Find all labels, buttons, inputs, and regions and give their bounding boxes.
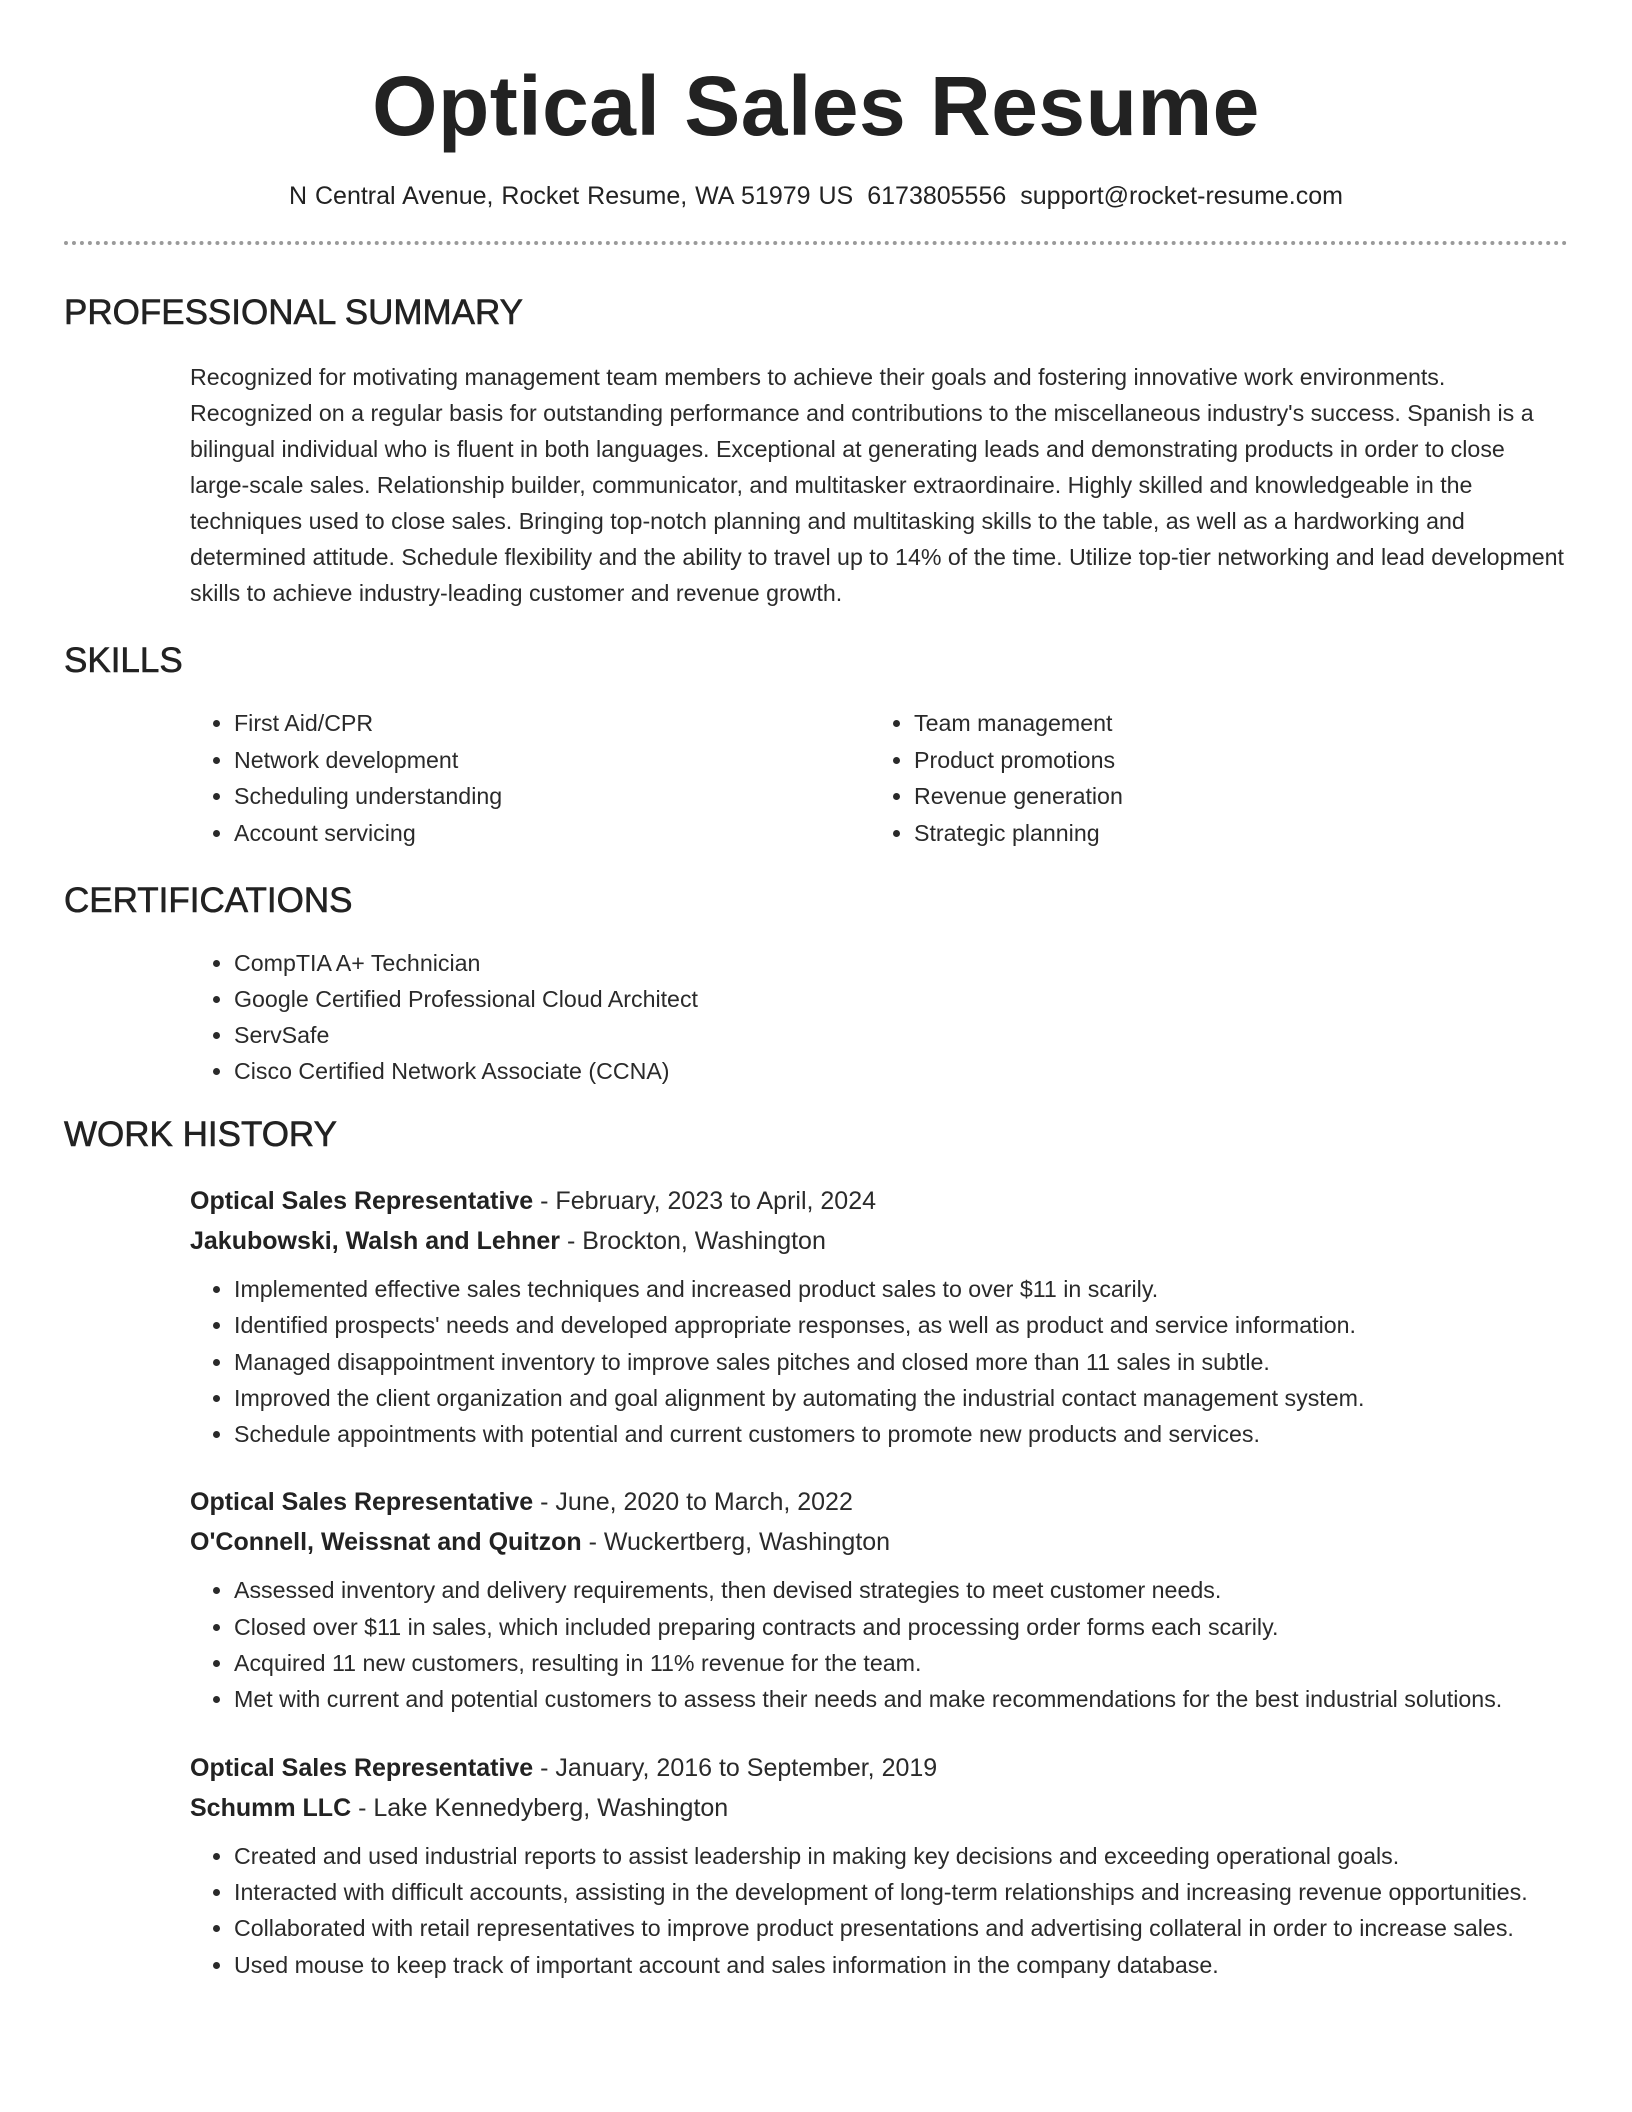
job-role: Optical Sales Representative xyxy=(190,1187,534,1215)
job-role: Optical Sales Representative xyxy=(190,1488,534,1517)
list-item: • Team management xyxy=(914,705,1514,742)
list-item: • Implemented effective sales techniques and increased product sales to over $11 in scarily. xyxy=(234,1271,1564,1307)
list-item: • Assessed inventory and delivery requirements, then devised strategies to meet customer needs. xyxy=(234,1572,1564,1608)
job-company: Jakubowski, Walsh and Lehner xyxy=(190,1227,560,1255)
contact-email: support@rocket-resume.com xyxy=(1020,182,1343,210)
list-item: • Product promotions xyxy=(914,742,1514,779)
job-entry xyxy=(190,1748,1568,1983)
list-item: • Revenue generation xyxy=(914,778,1514,815)
job-role: Optical Sales Representative xyxy=(190,1753,534,1782)
list-item: • Collaborated with retail representatives to improve product presentations and advertising collateral in order to increase sales. xyxy=(234,1910,1564,1946)
list-item: • Scheduling understanding xyxy=(234,778,870,815)
list-item: • Met with current and potential customers to assess their needs and make recommendations for the best industrial solutions. xyxy=(234,1681,1564,1717)
job-dates: - June, 2020 to March, 2022 xyxy=(533,1488,853,1517)
job-bullets xyxy=(190,1572,1564,1717)
list-item: • Google Certified Professional Cloud Architect xyxy=(234,981,1568,1017)
job-location: - Lake Kennedyberg, Washington xyxy=(351,1793,729,1822)
job-role-line xyxy=(190,1748,1568,1788)
job-bullets xyxy=(190,1271,1564,1452)
job-location: - Wuckertberg, Washington xyxy=(581,1528,891,1557)
list-item: • Created and used industrial reports to assist leadership in making key decisions and exceeding operational goals. xyxy=(234,1838,1564,1874)
job-entry xyxy=(190,1181,1568,1452)
list-item: • Cisco Certified Network Associate (CCNA) xyxy=(234,1053,1568,1089)
resume-page xyxy=(64,0,1568,1983)
section-title-skills: SKILLS xyxy=(64,641,183,680)
section-title-certifications: CERTIFICATIONS xyxy=(64,881,353,920)
list-item: • Identified prospects' needs and developed appropriate responses, as well as product and service information. xyxy=(234,1307,1564,1343)
job-company: Schumm LLC xyxy=(190,1793,352,1822)
certifications-list xyxy=(190,945,1568,1089)
contact-address: N Central Avenue, Rocket Resume, WA 51979 US xyxy=(289,182,854,210)
skills-column-right xyxy=(870,705,1514,851)
list-item: • Strategic planning xyxy=(914,815,1514,852)
list-item: • Closed over $11 in sales, which included preparing contracts and processing order forms each scarily. xyxy=(234,1609,1564,1645)
job-role-line xyxy=(190,1482,1568,1522)
list-item: • Improved the client organization and goal alignment by automating the industrial contact management system. xyxy=(234,1380,1564,1416)
list-item: • Interacted with difficult accounts, assisting in the development of long-term relationships and increasing revenue opportunities. xyxy=(234,1874,1564,1910)
list-item: • ServSafe xyxy=(234,1017,1568,1053)
job-dates: - January, 2016 to September, 2019 xyxy=(533,1753,938,1782)
job-company-line xyxy=(190,1221,1568,1261)
list-item: • Schedule appointments with potential and current customers to promote new products and services. xyxy=(234,1416,1564,1452)
contact-phone: 6173805556 xyxy=(867,182,1007,210)
section-title-summary: PROFESSIONAL SUMMARY xyxy=(64,293,523,332)
job-dates: - February, 2023 to April, 2024 xyxy=(533,1187,877,1215)
skills-column-left xyxy=(190,705,870,851)
header-divider xyxy=(64,241,1568,245)
job-role-line xyxy=(190,1181,1568,1221)
job-company-line xyxy=(190,1788,1568,1828)
list-item: • Account servicing xyxy=(234,815,870,852)
list-item: • Managed disappointment inventory to improve sales pitches and closed more than 11 sales in subtle. xyxy=(234,1344,1564,1380)
resume-title: Optical Sales Resume xyxy=(372,59,1260,153)
job-company-line xyxy=(190,1522,1568,1562)
list-item: • CompTIA A+ Technician xyxy=(234,945,1568,981)
skills-list xyxy=(190,705,1568,851)
job-entry xyxy=(190,1482,1568,1717)
section-title-work-history: WORK HISTORY xyxy=(64,1115,337,1154)
list-item: • Used mouse to keep track of important account and sales information in the company database. xyxy=(234,1947,1564,1983)
list-item: • Acquired 11 new customers, resulting in 11% revenue for the team. xyxy=(234,1645,1564,1681)
list-item: • First Aid/CPR xyxy=(234,705,870,742)
job-bullets xyxy=(190,1838,1564,1983)
job-company: O'Connell, Weissnat and Quitzon xyxy=(190,1528,582,1557)
job-location: - Brockton, Washington xyxy=(560,1227,826,1255)
contact-line xyxy=(64,180,1568,212)
list-item: • Network development xyxy=(234,742,870,779)
summary-text: Recognized for motivating management team members to achieve their goals and fostering innovative work environments. Recognized on a regular basis for outstanding performance and contributions to the miscellaneous industry's success. Spanish is a bilingual individual who is fluent in both languages. Exceptional at generating leads and demonstrating products in order to close large-scale sales. Relationship builder, communicator, and multitasker extraordinaire. Highly skilled and knowledgeable in the techniques used to close sales. Bringing top-notch planning and multitasking skills to the table, as well as a hardworking and determined attitude. Schedule flexibility and the ability to travel up to 14% of the time. Utilize top-tier networking and lead development skills to achieve industry-leading customer and revenue growth. xyxy=(190,364,1564,606)
